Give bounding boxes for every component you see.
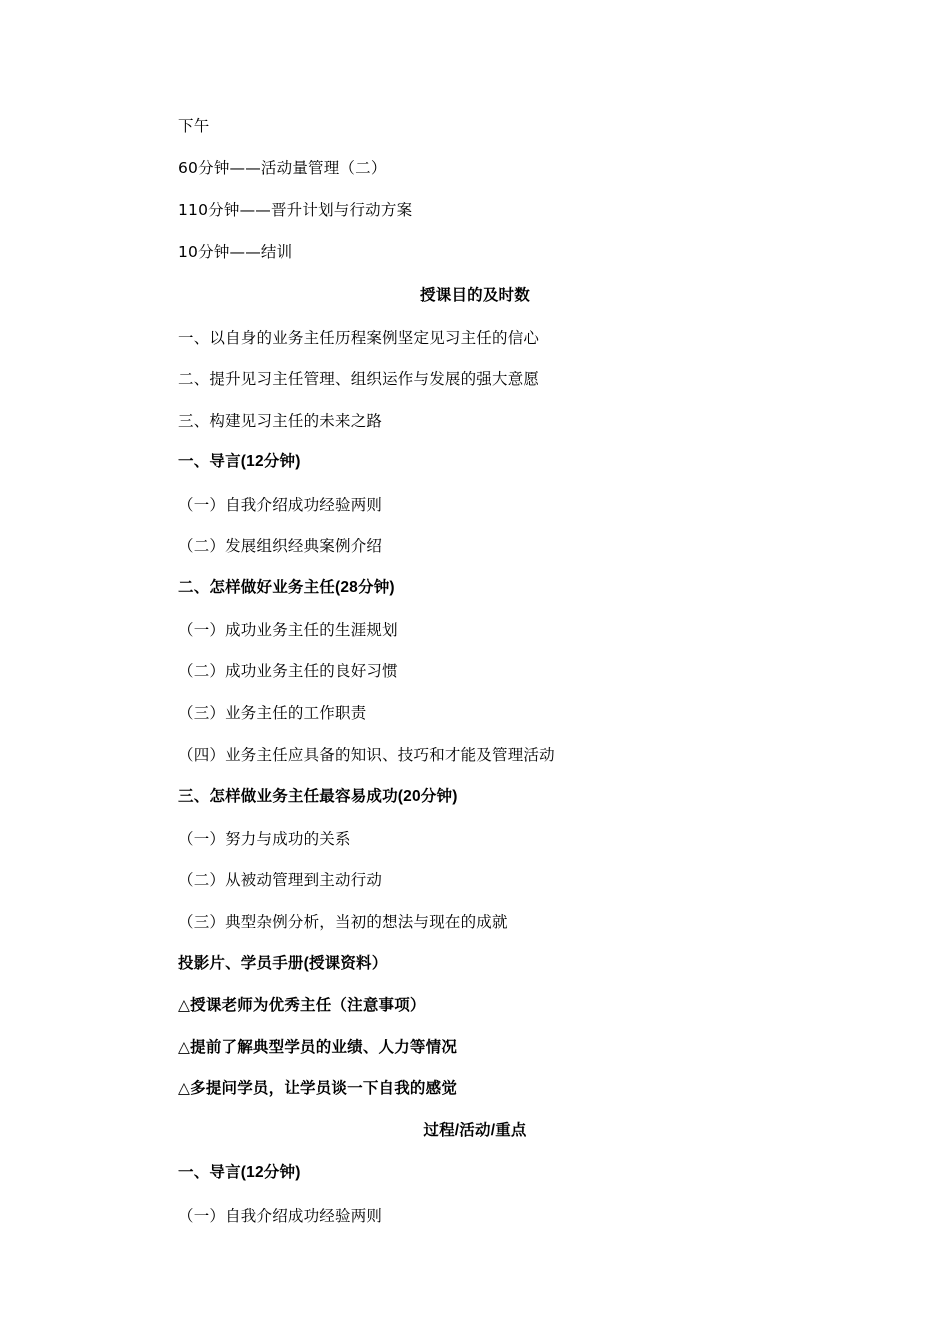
text-line-afternoon: 下午 <box>178 117 210 135</box>
note-line-1: △授课老师为优秀主任（注意事项） <box>178 997 426 1014</box>
outline-heading-2: 二、怎样做好业务主任(28分钟) <box>178 579 395 596</box>
text-line-schedule-2: 110分钟——晋升计划与行动方案 <box>178 201 413 219</box>
process-heading-1: 一、导言(12分钟) <box>178 1164 301 1181</box>
outline-item-3-2: （二）从被动管理到主动行动 <box>178 871 383 889</box>
text-line-purpose-2: 二、提升见习主任管理、组织运作与发展的强大意愿 <box>178 370 540 388</box>
note-line-3: △多提问学员，让学员谈一下自我的感觉 <box>178 1080 458 1097</box>
section-heading-purpose-text: 授课目的及时数 <box>420 287 530 304</box>
outline-item-3-3: （三）典型杂例分析，当初的想法与现在的成就 <box>178 913 508 931</box>
section-heading-purpose <box>0 286 950 306</box>
outline-item-2-3: （三）业务主任的工作职责 <box>178 704 367 722</box>
outline-item-2-2: （二）成功业务主任的良好习惯 <box>178 662 398 680</box>
process-item-1-1: （一）自我介绍成功经验两则 <box>178 1207 383 1225</box>
outline-item-3-1: （一）努力与成功的关系 <box>178 830 351 848</box>
outline-heading-3: 三、怎样做业务主任最容易成功(20分钟) <box>178 788 458 805</box>
text-line-schedule-1: 60分钟——活动量管理（二） <box>178 159 387 177</box>
materials-line: 投影片、学员手册(授课资料） <box>178 955 388 972</box>
section-heading-process <box>0 1121 950 1141</box>
text-line-purpose-3: 三、构建见习主任的未来之路 <box>178 412 383 430</box>
note-line-2: △提前了解典型学员的业绩、人力等情况 <box>178 1039 458 1056</box>
section-heading-process-text: 过程/活动/重点 <box>423 1122 527 1139</box>
text-line-schedule-3: 10分钟——结训 <box>178 243 293 261</box>
outline-item-2-4: （四）业务主任应具备的知识、技巧和才能及管理活动 <box>178 746 555 764</box>
outline-item-1-1: （一）自我介绍成功经验两则 <box>178 496 383 514</box>
outline-item-2-1: （一）成功业务主任的生涯规划 <box>178 621 398 639</box>
outline-heading-1: 一、导言(12分钟) <box>178 453 301 470</box>
outline-item-1-2: （二）发展组织经典案例介绍 <box>178 537 383 555</box>
text-line-purpose-1: 一、以自身的业务主任历程案例坚定见习主任的信心 <box>178 329 540 347</box>
